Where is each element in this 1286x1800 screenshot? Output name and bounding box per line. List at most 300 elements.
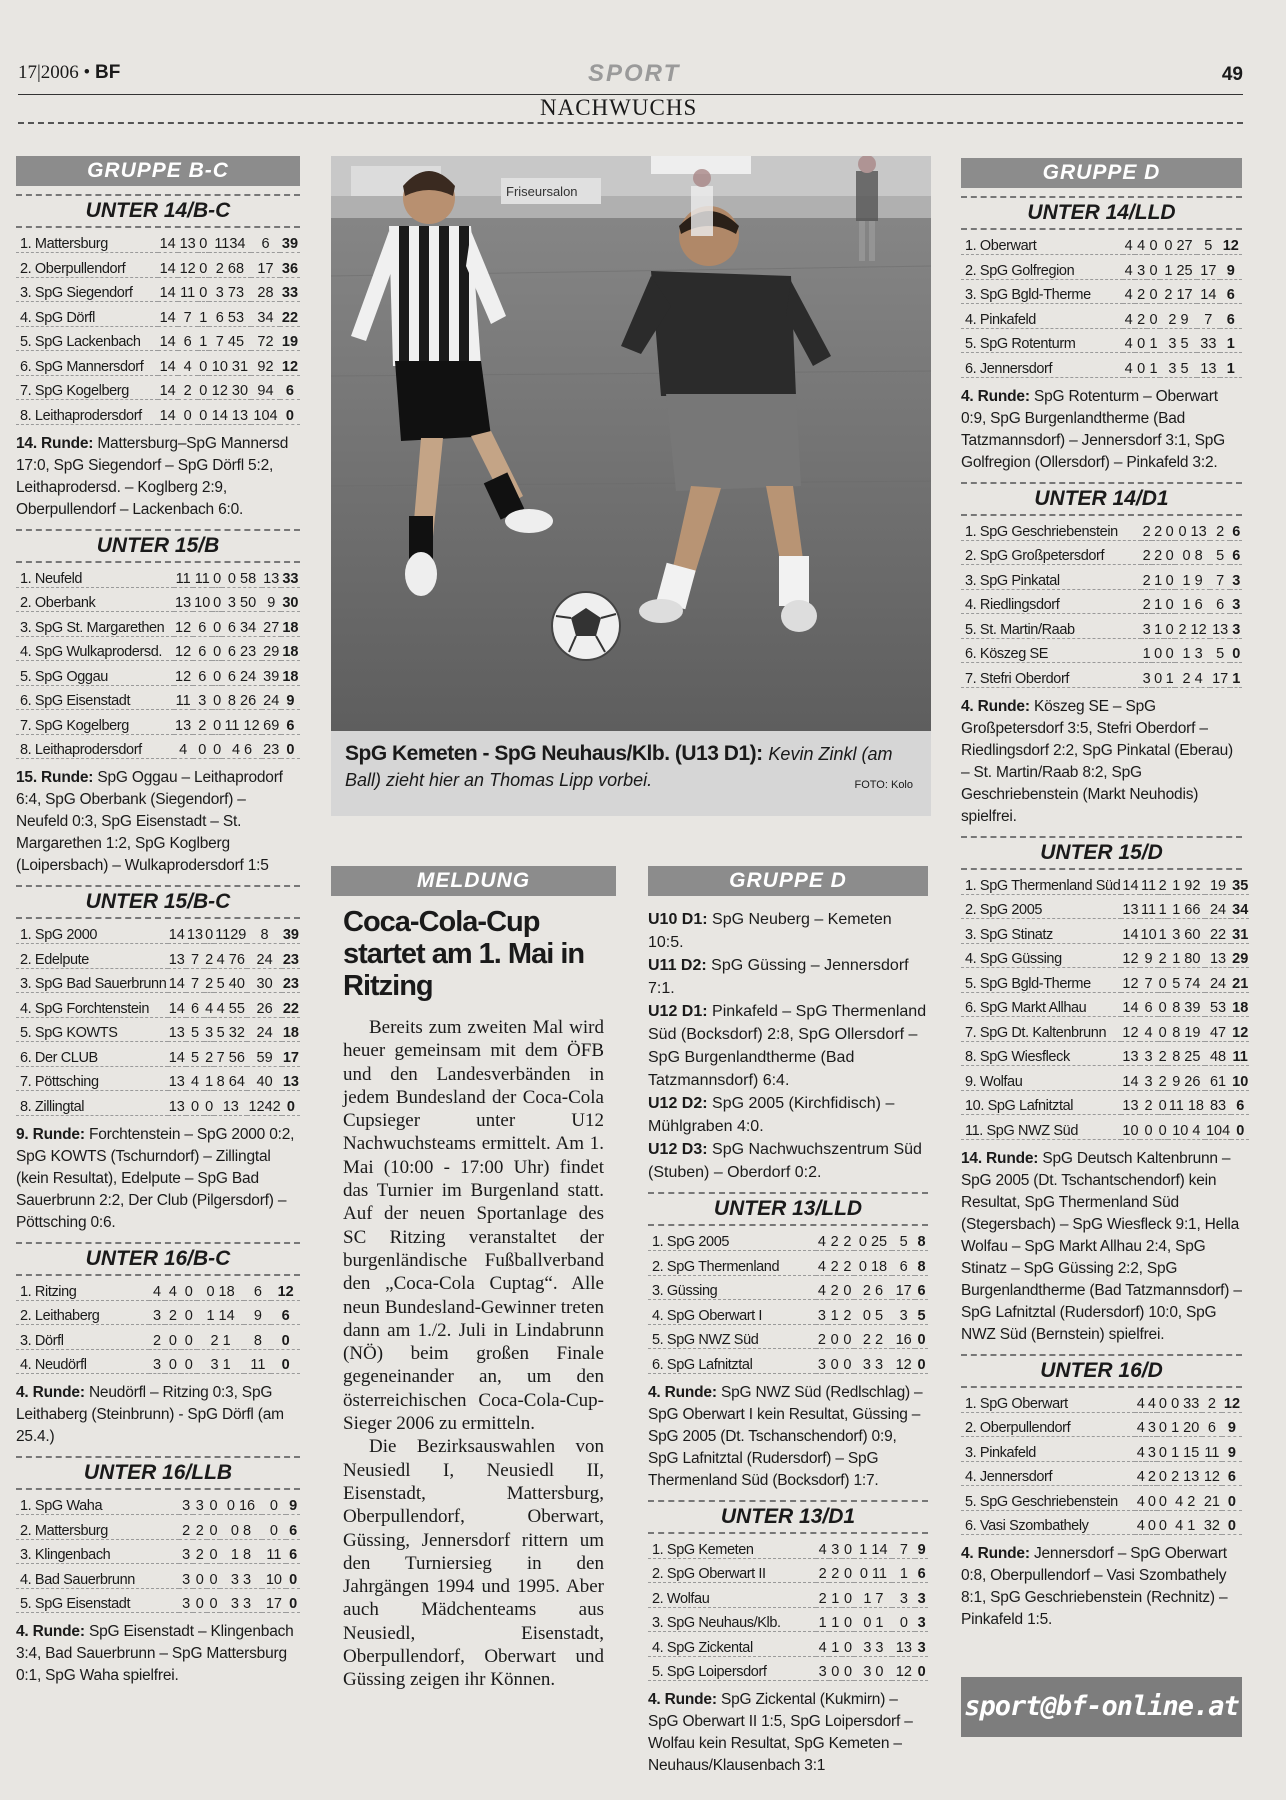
stat-cell: 94 — [251, 375, 280, 400]
table-row — [961, 540, 1242, 565]
standings-table — [961, 230, 1242, 378]
points-cell: 12 — [271, 1276, 300, 1301]
table-title: UNTER 16/D — [961, 1354, 1242, 1388]
round-results: Neudörfl – Ritzing 0:3, SpG Leithaberg (Steinbrunn) - SpG Dörfl (am 25.4.) — [16, 1384, 284, 1445]
stat-cell: 2 — [816, 1324, 829, 1349]
points-cell: 18 — [1231, 992, 1249, 1017]
table-row — [961, 638, 1242, 663]
stat-cell: 24 — [1205, 968, 1231, 993]
table-row — [16, 1091, 300, 1116]
stat-cell: 61 — [1205, 1066, 1231, 1091]
team-name: 3. Pinkafeld — [961, 1437, 1135, 1462]
stat-cell: 0 — [212, 685, 223, 710]
points-cell: 8 — [915, 1251, 928, 1276]
stat-cell: 17 — [251, 253, 280, 278]
stat-cell: 14 — [1197, 279, 1219, 304]
stat-cell: 0 — [1158, 968, 1168, 993]
table-row — [961, 1437, 1242, 1462]
points-cell: 0 — [915, 1656, 928, 1681]
team-name: 4. Neudörfl — [16, 1349, 149, 1374]
stat-cell: 4 2 — [1169, 1486, 1202, 1511]
stat-cell: 0 — [841, 1275, 854, 1300]
stat-cell: 6 — [178, 326, 198, 351]
stat-cell: 0 — [841, 1324, 854, 1349]
points-cell: 0 — [1222, 1486, 1242, 1511]
stat-cell: 13 — [1197, 353, 1219, 378]
stat-cell: 3 — [179, 1490, 193, 1515]
table-row — [961, 663, 1242, 688]
stat-cell: 40 — [247, 1066, 281, 1091]
stat-cell: 9 — [1140, 943, 1158, 968]
team-name: 2. SpG Thermenland — [648, 1251, 816, 1276]
stat-cell: 3 73 — [209, 277, 251, 302]
stat-cell: 5 — [892, 1226, 915, 1251]
points-cell: 3 — [1230, 589, 1242, 614]
standings-table — [16, 1276, 300, 1375]
standings-block — [961, 836, 1249, 1346]
stat-cell: 2 — [1152, 540, 1163, 565]
team-name: 6. SpG Mannersdorf — [16, 351, 158, 376]
stat-cell: 3 3 — [220, 1588, 261, 1613]
stat-cell: 14 — [158, 400, 178, 425]
points-cell: 3 — [1230, 565, 1242, 590]
points-cell: 21 — [1231, 968, 1249, 993]
points-cell: 18 — [281, 661, 300, 686]
stat-cell: 0 — [198, 400, 209, 425]
stat-cell: 0 — [193, 734, 212, 759]
points-cell: 6 — [286, 1539, 300, 1564]
team-name: 7. Pöttsching — [16, 1066, 168, 1091]
stat-cell: 13 — [1121, 1041, 1139, 1066]
team-name: 5. SpG Oggau — [16, 661, 174, 686]
stat-cell: 12 30 — [209, 375, 251, 400]
points-cell: 0 — [286, 1588, 300, 1613]
stat-cell: 3 5 — [1160, 328, 1197, 353]
stat-cell: 0 — [1164, 589, 1175, 614]
stat-cell: 0 — [1157, 1510, 1168, 1535]
stat-cell: 1 — [1158, 894, 1168, 919]
standings-table — [961, 870, 1249, 1140]
standings-block — [961, 1354, 1242, 1632]
stat-cell: 13 — [168, 1017, 186, 1042]
stat-cell: 59 — [247, 1042, 281, 1067]
stat-cell: 14 — [1121, 992, 1139, 1017]
table-title: UNTER 13/LLD — [648, 1192, 928, 1226]
stat-cell: 12 — [178, 253, 198, 278]
stat-cell: 5 — [186, 1042, 204, 1067]
stat-cell: 0 — [212, 563, 223, 588]
stat-cell: 5 — [186, 1017, 204, 1042]
team-name: 6. Jennersdorf — [961, 353, 1123, 378]
stat-cell: 3 — [1140, 1041, 1158, 1066]
caption-title: SpG Kemeten - SpG Neuhaus/Klb. (U13 D1): — [345, 742, 763, 765]
stat-cell: 1129 — [214, 919, 247, 944]
table-row — [16, 302, 300, 327]
points-cell: 0 — [1222, 1510, 1242, 1535]
team-name: 5. SpG Bgld-Therme — [961, 968, 1121, 993]
points-cell: 6 — [915, 1275, 928, 1300]
stat-cell: 7 — [1197, 304, 1219, 329]
team-name: 7. SpG Kogelberg — [16, 710, 174, 735]
stat-cell: 39 — [262, 661, 281, 686]
background-sign: Friseursalon — [506, 184, 578, 199]
stat-cell: 8 — [244, 1325, 271, 1350]
standings-block — [648, 1192, 928, 1492]
right-column — [961, 158, 1249, 1631]
contact-email[interactable]: sport@bf-online.at — [961, 1677, 1242, 1737]
stat-cell: 13 — [168, 1091, 186, 1116]
stat-cell: 14 — [158, 326, 178, 351]
stat-cell: 7 — [186, 944, 204, 969]
standings-block — [16, 1456, 300, 1687]
stat-cell: 0 — [1158, 1017, 1168, 1042]
table-row — [16, 636, 300, 661]
stat-cell: 0 18 — [854, 1251, 892, 1276]
stat-cell: 6 — [244, 1276, 271, 1301]
stat-cell: 3 — [149, 1300, 165, 1325]
table-row — [16, 1564, 300, 1589]
stat-cell: 0 — [1135, 353, 1147, 378]
stat-cell: 2 — [193, 710, 212, 735]
points-cell: 39 — [280, 228, 300, 253]
points-cell: 1 — [1220, 353, 1242, 378]
result-text: Pinkafeld – SpG Thermenland Süd (Bocksdorf) 2:8, SpG Ollersdorf – SpG Burgenlandtherme (Bad Tatzmannsdorf) 6:4. — [648, 1003, 927, 1089]
stat-cell: 14 — [158, 302, 178, 327]
round-label: 14. Runde: — [961, 1149, 1039, 1167]
standings-block — [16, 1242, 300, 1449]
round-summary — [16, 433, 300, 521]
group-header: GRUPPE D — [648, 866, 928, 896]
stat-cell: 4 — [1123, 353, 1135, 378]
stat-cell: 3 — [892, 1300, 915, 1325]
stat-cell: 1 15 — [1169, 1437, 1202, 1462]
table-row — [961, 516, 1242, 541]
stat-cell: 1242 — [247, 1091, 281, 1116]
stat-cell: 104 — [251, 400, 280, 425]
stat-cell: 3 — [1146, 1412, 1157, 1437]
table-row — [961, 968, 1249, 993]
stat-cell: 7 — [186, 968, 204, 993]
stat-cell: 10 — [262, 1564, 287, 1589]
stat-cell: 0 — [1152, 663, 1163, 688]
stat-cell: 0 — [842, 1607, 855, 1632]
team-name: 5. SpG Eisenstadt — [16, 1588, 179, 1613]
stat-cell: 4 — [1135, 1461, 1146, 1486]
result-line — [648, 908, 928, 954]
points-cell: 5 — [915, 1300, 928, 1325]
stat-cell: 16 — [892, 1324, 915, 1349]
team-name: 2. SpG Großpetersdorf — [961, 540, 1141, 565]
left-column — [16, 156, 300, 1687]
round-label: 4. Runde: — [648, 1691, 717, 1708]
stat-cell: 13 — [178, 228, 198, 253]
table-row — [16, 400, 300, 425]
stat-cell: 4 — [1135, 230, 1147, 255]
table-row — [648, 1275, 928, 1300]
team-name: 5. SpG NWZ Süd — [648, 1324, 816, 1349]
stat-cell: 14 — [1121, 870, 1139, 895]
team-name: 3. Klingenbach — [16, 1539, 179, 1564]
stat-cell: 4 — [1123, 230, 1135, 255]
stat-cell: 0 — [1157, 1486, 1168, 1511]
stat-cell: 7 45 — [209, 326, 251, 351]
stat-cell: 3 — [149, 1349, 165, 1374]
stat-cell: 69 — [262, 710, 281, 735]
table-row — [16, 1515, 300, 1540]
stat-cell: 4 — [1123, 304, 1135, 329]
points-cell: 30 — [281, 587, 300, 612]
stat-cell: 4 — [1140, 1017, 1158, 1042]
table-title: UNTER 16/B-C — [16, 1242, 300, 1276]
stat-cell: 8 19 — [1168, 1017, 1205, 1042]
team-name: 2. Oberbank — [16, 587, 174, 612]
stat-cell: 0 — [212, 612, 223, 637]
table-row — [16, 326, 300, 351]
team-name: 8. Zillingtal — [16, 1091, 168, 1116]
stat-cell: 2 — [1146, 1461, 1157, 1486]
round-summary — [648, 1382, 928, 1492]
standings-block — [961, 196, 1242, 474]
stat-cell: 6 34 — [222, 612, 261, 637]
stat-cell: 5 — [1197, 230, 1219, 255]
stat-cell: 3 — [179, 1539, 193, 1564]
standings-table — [648, 1534, 928, 1682]
team-name: 1. SpG Kemeten — [648, 1534, 816, 1559]
stat-cell: 4 — [1135, 1486, 1146, 1511]
points-cell: 29 — [1231, 943, 1249, 968]
stat-cell: 1 3 — [1175, 638, 1209, 663]
round-label: 4. Runde: — [648, 1383, 717, 1401]
stat-cell: 3 0 — [854, 1656, 892, 1681]
stat-cell: 0 — [828, 1349, 841, 1374]
table-title: UNTER 13/D1 — [648, 1500, 928, 1534]
stat-cell: 8 39 — [1168, 992, 1205, 1017]
stat-cell: 4 — [186, 1066, 204, 1091]
stat-cell: 0 — [1140, 1115, 1158, 1140]
stat-cell: 0 — [1158, 992, 1168, 1017]
points-cell: 22 — [280, 302, 300, 327]
stat-cell: 0 — [1158, 1115, 1168, 1140]
points-cell: 33 — [281, 563, 300, 588]
team-name: 1. Ritzing — [16, 1276, 149, 1301]
stat-cell: 0 — [181, 1300, 197, 1325]
table-row — [961, 1388, 1242, 1413]
table-row — [961, 1412, 1242, 1437]
table-row — [961, 565, 1242, 590]
points-cell: 12 — [280, 351, 300, 376]
stat-cell: 19 — [1205, 870, 1231, 895]
group-header: GRUPPE B-C — [16, 156, 300, 186]
round-results: Mattersburg–SpG Mannersd 17:0, SpG Siegendorf – SpG Dörfl 5:2, Leithaprodersd. – Koglberg 2:9, Oberpullendorf – Lackenbach 6:0. — [16, 434, 289, 518]
points-cell: 18 — [281, 636, 300, 661]
points-cell: 0 — [1231, 1115, 1249, 1140]
stat-cell: 12 — [1121, 943, 1139, 968]
stat-cell: 14 — [1121, 1066, 1139, 1091]
standings-table — [961, 1388, 1242, 1536]
table-row — [648, 1300, 928, 1325]
issue-number: 17|2006 • BF — [18, 62, 121, 83]
middle-column — [648, 866, 928, 1777]
stat-cell: 21 — [1202, 1486, 1222, 1511]
points-cell: 6 — [1231, 1090, 1249, 1115]
stat-cell: 2 — [828, 1251, 841, 1276]
stat-cell: 2 — [1152, 516, 1163, 541]
table-row — [16, 375, 300, 400]
team-name: 2. Oberpullendorf — [961, 1412, 1135, 1437]
stat-cell: 4 — [1123, 328, 1135, 353]
stat-cell: 11 — [178, 277, 198, 302]
points-cell: 10 — [1231, 1066, 1249, 1091]
stat-cell: 1 — [892, 1558, 915, 1583]
stat-cell: 2 9 — [1160, 304, 1197, 329]
stat-cell: 7 — [178, 302, 198, 327]
table-row — [16, 944, 300, 969]
ball-icon — [552, 592, 620, 660]
stat-cell: 104 — [1205, 1115, 1231, 1140]
team-name: 8. Leithaprodersdorf — [16, 400, 158, 425]
caption-text: Kevin Zinkl (am Ball) zieht hier an Thomas Lipp vorbei. — [345, 744, 893, 790]
stat-cell: 12 — [174, 661, 193, 686]
stat-cell: 1 — [204, 1066, 214, 1091]
points-cell: 19 — [280, 326, 300, 351]
stat-cell: 0 — [262, 1490, 287, 1515]
stat-cell: 6 — [1210, 589, 1231, 614]
stat-cell: 5 — [1210, 540, 1231, 565]
stat-cell: 3 — [816, 1300, 829, 1325]
stat-cell: 1 — [1152, 614, 1163, 639]
stat-cell: 2 17 — [1160, 279, 1197, 304]
team-name: 5. SpG Geschriebenstein — [961, 1486, 1135, 1511]
table-title: UNTER 15/B-C — [16, 885, 300, 919]
team-name: 1. SpG Thermenland Süd — [961, 870, 1121, 895]
points-cell: 23 — [282, 968, 300, 993]
table-row — [16, 563, 300, 588]
stat-cell: 3 — [816, 1656, 829, 1681]
stat-cell: 0 — [207, 1588, 221, 1613]
stat-cell: 13 — [186, 919, 204, 944]
stat-cell: 6 — [193, 612, 212, 637]
stat-cell: 2 — [193, 1515, 207, 1540]
stat-cell: 13 — [174, 587, 193, 612]
stat-cell: 0 18 — [197, 1276, 245, 1301]
stat-cell: 3 — [1146, 1437, 1157, 1462]
stat-cell: 0 — [212, 636, 223, 661]
table-row — [961, 1017, 1249, 1042]
stat-cell: 2 — [1158, 1041, 1168, 1066]
team-name: 1. SpG Oberwart — [961, 1388, 1135, 1413]
stat-cell: 24 — [247, 944, 281, 969]
points-cell: 33 — [280, 277, 300, 302]
news-article — [331, 866, 616, 1692]
points-cell: 34 — [1231, 894, 1249, 919]
stat-cell: 0 — [1164, 565, 1175, 590]
stat-cell: 3 60 — [1168, 919, 1205, 944]
stat-cell: 0 — [1147, 230, 1159, 255]
stat-cell: 1 — [1147, 328, 1159, 353]
table-row — [16, 1276, 300, 1301]
stat-cell: 1 — [198, 326, 209, 351]
article-headline: Coca-Cola-Cup startet am 1. Mai in Ritzing — [343, 906, 585, 1002]
table-row — [961, 894, 1249, 919]
stat-cell: 24 — [247, 1017, 281, 1042]
stat-cell: 29 — [262, 636, 281, 661]
round-label: 4. Runde: — [961, 387, 1030, 405]
stat-cell: 8 64 — [214, 1066, 247, 1091]
standings-block — [16, 194, 300, 521]
stat-cell: 3 — [193, 685, 212, 710]
stat-cell: 1 — [1152, 565, 1163, 590]
stat-cell: 2 — [1158, 870, 1168, 895]
stat-cell: 2 — [1158, 1066, 1168, 1091]
stat-cell: 13 — [168, 1066, 186, 1091]
round-label: 14. Runde: — [16, 434, 94, 452]
points-cell: 9 — [1220, 255, 1242, 280]
team-name: 7. SpG Kogelberg — [16, 375, 158, 400]
team-name: 2. Leithaberg — [16, 1300, 149, 1325]
table-row — [961, 1486, 1242, 1511]
stat-cell: 2 — [193, 1539, 207, 1564]
team-name: 3. SpG Neuhaus/Klb. — [648, 1607, 816, 1632]
stat-cell: 0 — [829, 1656, 842, 1681]
table-row — [961, 304, 1242, 329]
stat-cell: 4 — [1135, 1437, 1146, 1462]
result-text: SpG 2005 (Kirchfidisch) – Mühlgraben 4:0. — [648, 1095, 895, 1135]
team-name: 3. SpG Siegendorf — [16, 277, 158, 302]
team-name: 1. SpG Waha — [16, 1490, 179, 1515]
table-row — [16, 1042, 300, 1067]
table-title: UNTER 15/D — [961, 836, 1242, 870]
points-cell: 6 — [271, 1300, 300, 1325]
stat-cell: 33 — [1197, 328, 1219, 353]
points-cell: 18 — [281, 612, 300, 637]
stat-cell: 0 — [1164, 614, 1175, 639]
stat-cell: 12 — [1202, 1461, 1222, 1486]
team-name: 2. SpG 2005 — [961, 894, 1121, 919]
team-name: 8. SpG Wiesfleck — [961, 1041, 1121, 1066]
table-title: UNTER 14/LLD — [961, 196, 1242, 230]
team-name: 3. Güssing — [648, 1275, 816, 1300]
stat-cell: 17 — [892, 1275, 915, 1300]
points-cell: 17 — [282, 1042, 300, 1067]
points-cell: 31 — [1231, 919, 1249, 944]
stat-cell: 2 — [841, 1226, 854, 1251]
stat-cell: 0 — [165, 1325, 181, 1350]
round-results: SpG Oggau – Leithaprodorf 6:4, SpG Oberbank (Siegendorf) – Neufeld 0:3, SpG Eisenstadt – St. Margarethen 1:2, SpG Koglberg (Loipersbach) – Wulkaprodersdorf 1:5 — [16, 769, 283, 874]
stat-cell: 3 — [829, 1534, 842, 1559]
team-name: 9. Wolfau — [961, 1066, 1121, 1091]
points-cell: 6 — [915, 1558, 928, 1583]
stat-cell: 17 — [262, 1588, 287, 1613]
stat-cell: 0 11 — [854, 1558, 892, 1583]
stat-cell: 1 — [828, 1300, 841, 1325]
team-name: 6. Köszeg SE — [961, 638, 1141, 663]
result-text: SpG Güssing – Jennersdorf 7:1. — [648, 957, 909, 997]
team-name: 7. SpG Dt. Kaltenbrunn — [961, 1017, 1121, 1042]
stat-cell: 1 66 — [1168, 894, 1205, 919]
stat-cell: 5 40 — [214, 968, 247, 993]
points-cell: 6 — [1230, 516, 1242, 541]
points-cell: 9 — [1222, 1412, 1242, 1437]
team-name: 1. Neufeld — [16, 563, 174, 588]
stat-cell: 0 — [193, 1564, 207, 1589]
stat-cell: 0 — [1157, 1437, 1168, 1462]
stat-cell: 12 — [174, 612, 193, 637]
page-header — [18, 60, 1243, 94]
stat-cell: 17 — [1197, 255, 1219, 280]
stat-cell: 3 — [1140, 1066, 1158, 1091]
stat-cell: 2 — [841, 1251, 854, 1276]
result-text: SpG Neuberg – Kemeten 10:5. — [648, 911, 892, 951]
